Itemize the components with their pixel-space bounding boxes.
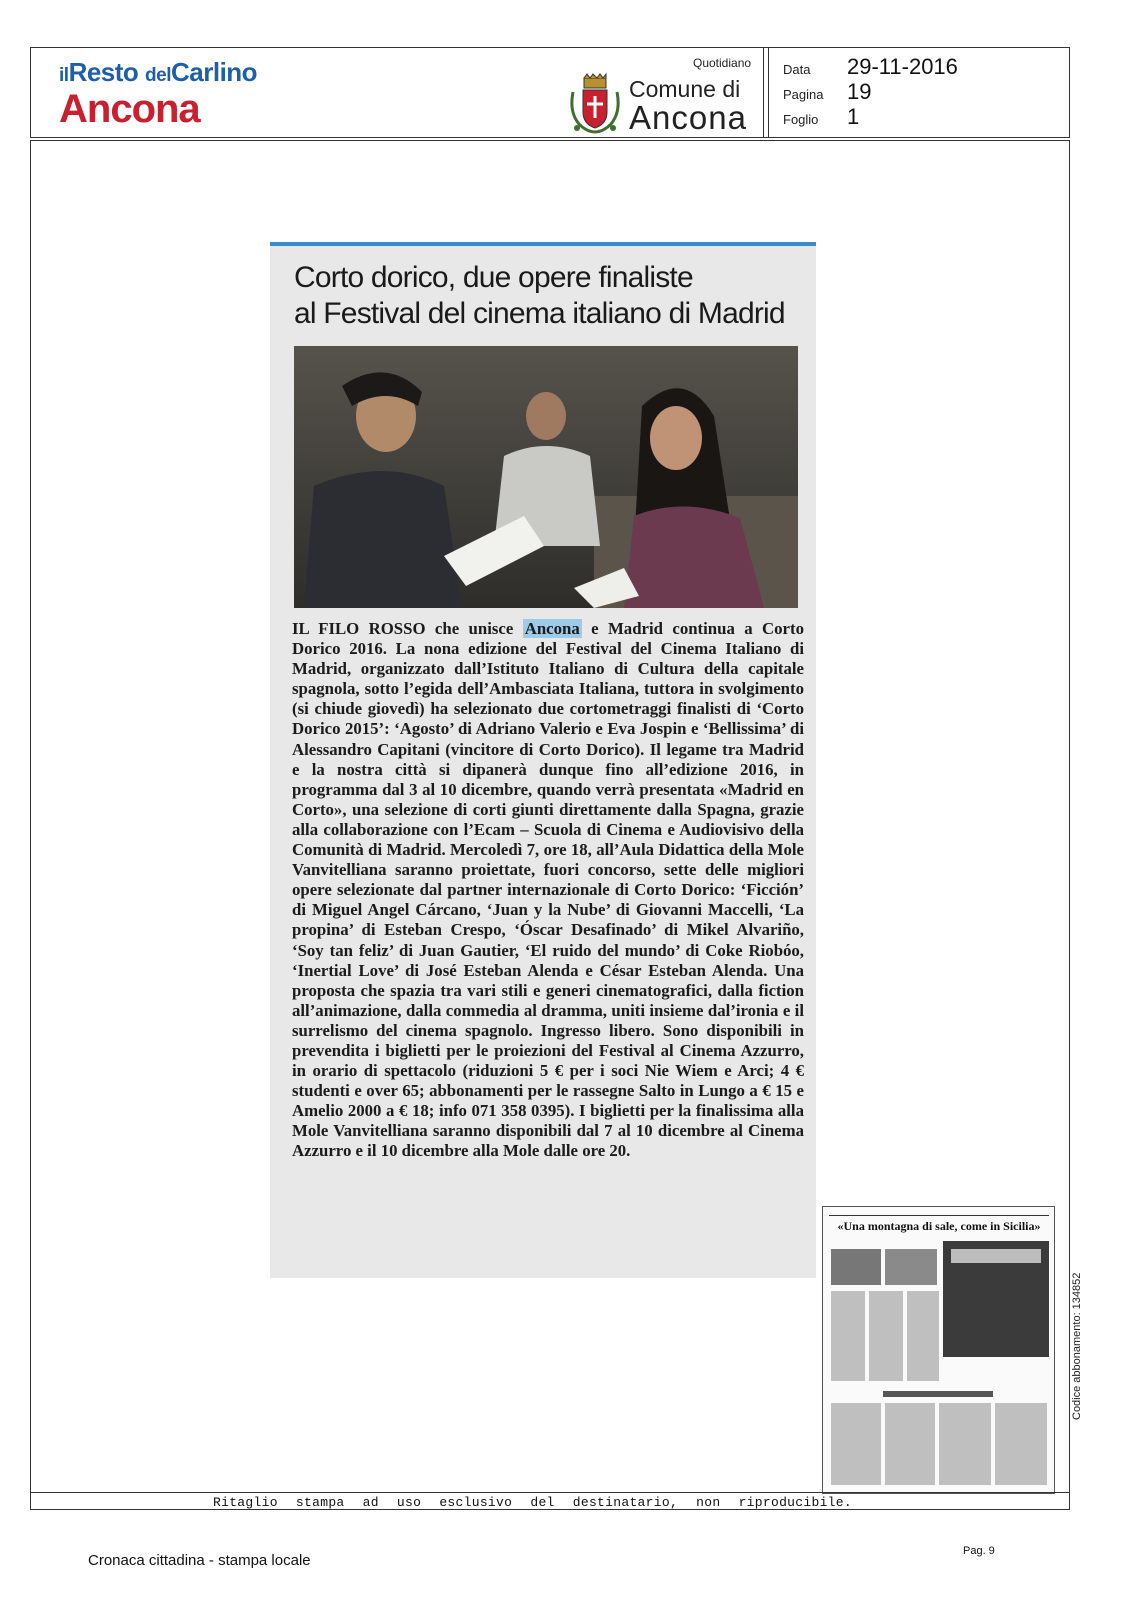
headline-line-1: Corto dorico, due opere finaliste [294,261,693,294]
footer-page-number: Pag. 9 [963,1545,995,1557]
page-value: 19 [847,79,872,104]
article-headline [294,260,804,332]
masthead-word-carlino: Carlino [171,57,258,87]
masthead-word-del: del [145,65,171,86]
article-body [292,619,804,1162]
thumbnail-rule [829,1211,1049,1216]
article-clipping [270,242,816,1278]
masthead-article: il [59,65,69,86]
highlighted-keyword: Ancona [524,619,580,638]
thumbnail-headline: «Una montagna di sale, come in Sicilia» [837,1219,1041,1233]
header-divider [763,48,764,137]
masthead-city: Ancona [59,87,200,131]
masthead-word-resto: Resto [68,57,139,87]
subscription-code: Codice abbonamento: 134852 [1071,1272,1083,1420]
comune-name [629,76,747,134]
newspaper-masthead [59,57,258,131]
header-divider [768,48,769,137]
quotidiano-label: Quotidiano [693,56,752,70]
body-lead: IL FILO ROSSO che unisce [292,619,523,638]
sheet-label: Foglio [783,112,819,127]
body-rest: e Madrid continua a Corto Dorico 2016. La nona edizione del Festival del Cinema Italiano di Madrid, organizzato dall’Istituto Italiano di Cultura della capitale spagnola, sotto l’egida dell’Ambasciata Italiana, tuttora in svolgimento (si chiude giovedì) ha selezionato due cortometraggi finalisti di ‘Corto Dorico 2015’: ‘Agosto’ di Adriano Valerio e Eva Jospin e ‘Bellissima’ di Alessandro Capitani (vincitore di Corto Dorico). Il legame tra Madrid e la nostra città si dipanerà dunque fino all’edizione 2016, in programma dal 3 al 10 dicembre, quando verrà presentata «Madrid en Corto», una selezione di corti giunti direttamente dalla Spagna, grazie alla collaborazione con l’Ecam – Scuola di Cinema e Audiovisivo della Comunità di Madrid. Mercoledì 7, ore 18, all’Aula Didattica della Mole Vanvitelliana saranno proiettate, fuori concorso, sette delle migliori opere selezionate dal partner internazionale di Corto Dorico: ‘Ficción’ di Miguel Angel Cárcano, ‘Juan y la Nube’ di Giovanni Maccelli, ‘La propina’ di Esteban Crespo, ‘Óscar Desafinado’ di Mikel Alvariño, ‘Soy tan feliz’ di Juan Gautier, ‘El ruido del mundo’ di Coke Riobóo, ‘Inertial Love’ di José Esteban Alenda e César Esteban Alenda. Una proposta che spazia tra vari stili e generi cinematografici, dalla fiction all’animazione, dalla commedia al dramma, uniti insieme dal’ironia e il surrelismo del cinema spagnolo. Ingresso libero. Sono disponibili in prevendita i biglietti per le proiezioni del Festival al Cinema Azzurro, in orario di spettacolo (riduzioni 5 € per i soci Nie Wiem e Arci; 4 € studenti e over 65; abbonamenti per le rassegne Salto in Lungo a € 15 e Amelio 2000 a € 18; info 071 358 0395). I biglietti per la finalissima alla Mole Vanvitelliana saranno disponibili dal 7 al 10 dicembre al Cinema Azzurro e il 10 dicembre alla Mole dalle ore 20. [292,619,804,1161]
comune-crest-icon [569,72,621,134]
date-value: 29-11-2016 [847,54,958,79]
comune-city: Ancona [629,99,747,136]
sheet-value: 1 [847,104,860,129]
document-header [30,47,1070,138]
footer-category: Cronaca cittadina - stampa locale [88,1552,311,1569]
thumbnail-page-layout [823,1235,1055,1494]
clipping-notice [30,1492,1070,1512]
comune-prefix: Comune di [629,76,741,102]
headline-line-2: al Festival del cinema italiano di Madrid [294,297,785,330]
clipping-notice-text: Ritaglio stampa ad uso esclusivo del destinatario, non riproducibile. [213,1495,852,1510]
page-label: Pagina [783,87,824,102]
page-thumbnail [822,1206,1055,1494]
date-label: Data [783,62,811,77]
article-photo [294,346,798,608]
